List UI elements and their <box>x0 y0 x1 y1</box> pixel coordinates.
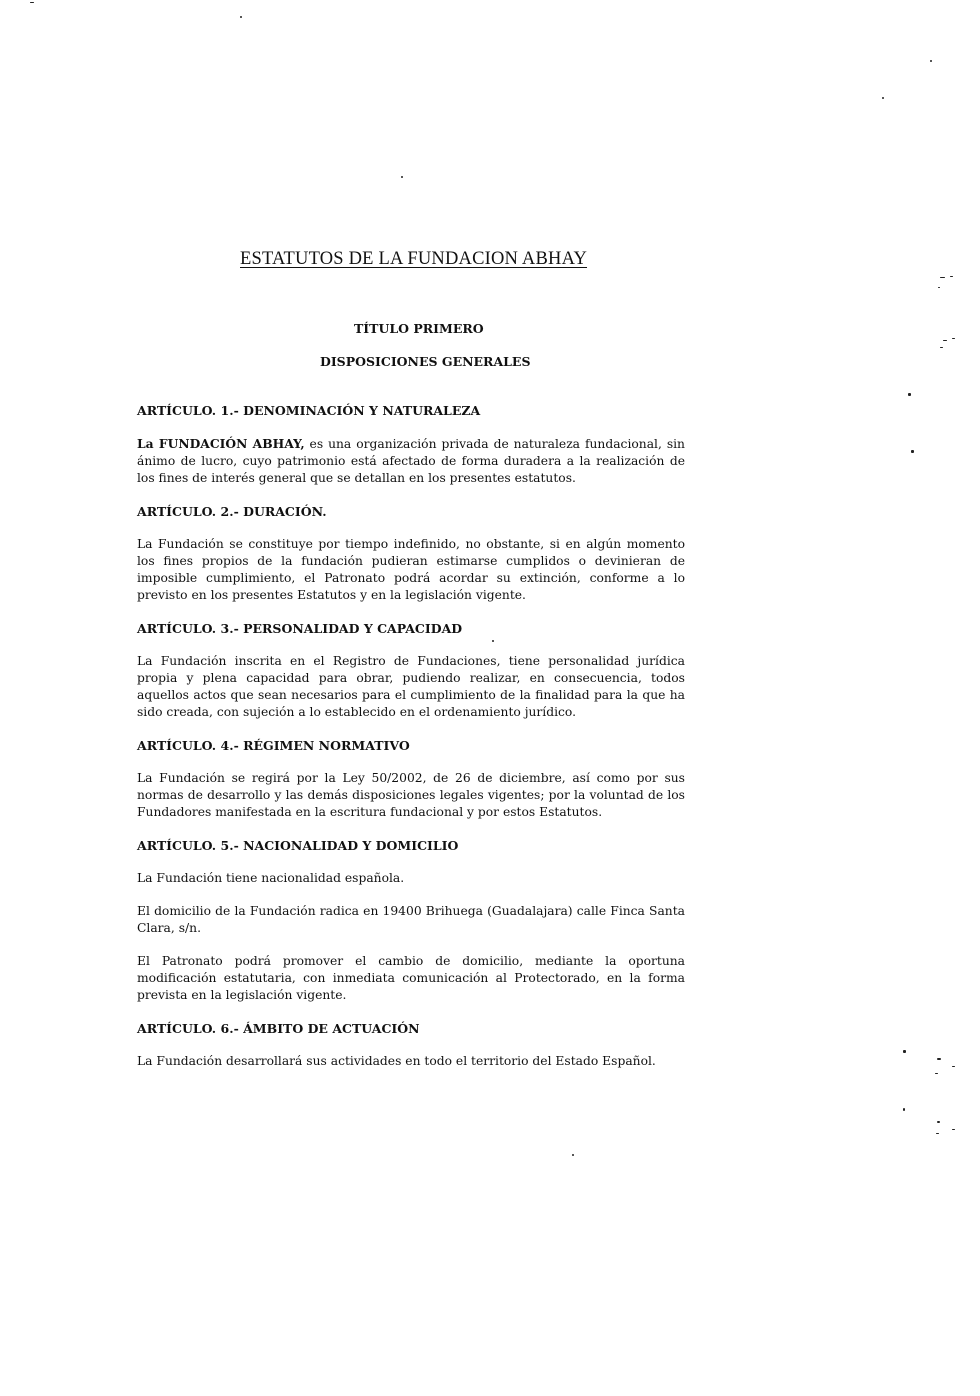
article-paragraph: El Patronato podrá promover el cambio de domicilio, mediante la oportuna modificación estatutaria, con inmediata comunicación al Protectorado, en la forma prevista en la legislación vigente. <box>137 954 685 1002</box>
scan-speck <box>937 1058 941 1060</box>
article-3 <box>137 620 685 721</box>
article-heading: ARTÍCULO. 3.- PERSONALIDAD Y CAPACIDAD <box>137 621 463 636</box>
scan-speck <box>930 60 932 62</box>
scan-speck <box>935 1073 938 1074</box>
article-heading: ARTÍCULO. 2.- DURACIÓN. <box>137 504 327 519</box>
article-5 <box>137 837 685 1004</box>
article-heading: ARTÍCULO. 5.- NACIONALIDAD Y DOMICILIO <box>137 838 459 853</box>
scan-speck <box>952 1129 955 1130</box>
paragraph-text: es una organización privada de naturaleza fundacional, sin ánimo de lucro, cuyo patrimonio está afectado de forma duradera a la realización de los fines de interés general que se detallan en los presentes estatutos. <box>137 437 685 485</box>
article-4 <box>137 737 685 821</box>
scan-speck <box>240 16 242 18</box>
scan-speck <box>401 176 403 178</box>
scan-speck <box>952 1066 955 1067</box>
article-1 <box>137 402 685 487</box>
scan-speck <box>911 450 914 453</box>
scan-speck <box>492 640 494 642</box>
scan-speck <box>940 277 945 278</box>
scan-speck <box>30 2 34 3</box>
scan-speck <box>943 340 947 341</box>
article-paragraph: La Fundación tiene nacionalidad española. <box>137 871 405 885</box>
scan-speck <box>937 1121 940 1123</box>
scan-speck <box>908 393 911 396</box>
article-paragraph: La Fundación inscrita en el Registro de Fundaciones, tiene personalidad jurídica propia y plena capacidad para obrar, pudiendo realizar, en consecuencia, todos aquellos actos que sean necesarios para el cumplimiento de la finalidad para la que ha sido creada, con sujeción a lo establecido en el ordenamiento jurídico. <box>137 654 685 719</box>
article-6 <box>137 1020 685 1070</box>
foundation-name: La FUNDACIÓN ABHAY, <box>137 436 305 451</box>
scan-speck <box>936 1133 939 1134</box>
section-subtitle: DISPOSICIONES GENERALES <box>320 354 531 369</box>
article-paragraph <box>137 435 685 487</box>
article-paragraph: La Fundación se regirá por la Ley 50/2002, de 26 de diciembre, así como por sus normas de desarrollo y las demás disposiciones legales vigentes; por la voluntad de los Fundadores manifestada en la escritura fundacional y por estos Estatutos. <box>137 771 685 819</box>
article-paragraph: La Fundación se constituye por tiempo indefinido, no obstante, si en algún momento los fines propios de la fundación pudieran estimarse cumplidos o devinieran de imposible cumplimiento, el Patronato podrá acordar su extinción, conforme a lo previsto en los presentes Estatutos y en la legislación vigente. <box>137 537 685 602</box>
article-paragraph: El domicilio de la Fundación radica en 19400 Brihuega (Guadalajara) calle Finca Santa Clara, s/n. <box>137 904 685 935</box>
articles-body <box>137 402 685 1086</box>
article-2 <box>137 503 685 604</box>
article-paragraph: La Fundación desarrollará sus actividades en todo el territorio del Estado Español. <box>137 1054 656 1068</box>
scan-speck <box>940 347 943 348</box>
scan-speck <box>952 338 955 339</box>
scan-speck <box>572 1154 574 1156</box>
scan-speck <box>882 97 884 99</box>
scan-speck <box>938 287 940 288</box>
article-heading: ARTÍCULO. 1.- DENOMINACIÓN Y NATURALEZA <box>137 403 481 418</box>
article-heading: ARTÍCULO. 4.- RÉGIMEN NORMATIVO <box>137 738 410 753</box>
scan-speck <box>950 276 953 277</box>
titulo-heading: TÍTULO PRIMERO <box>354 321 484 336</box>
article-heading: ARTÍCULO. 6.- ÁMBITO DE ACTUACIÓN <box>137 1021 420 1036</box>
scan-speck <box>903 1108 905 1111</box>
document-title: ESTATUTOS DE LA FUNDACION ABHAY <box>240 249 588 269</box>
scan-speck <box>903 1050 906 1053</box>
